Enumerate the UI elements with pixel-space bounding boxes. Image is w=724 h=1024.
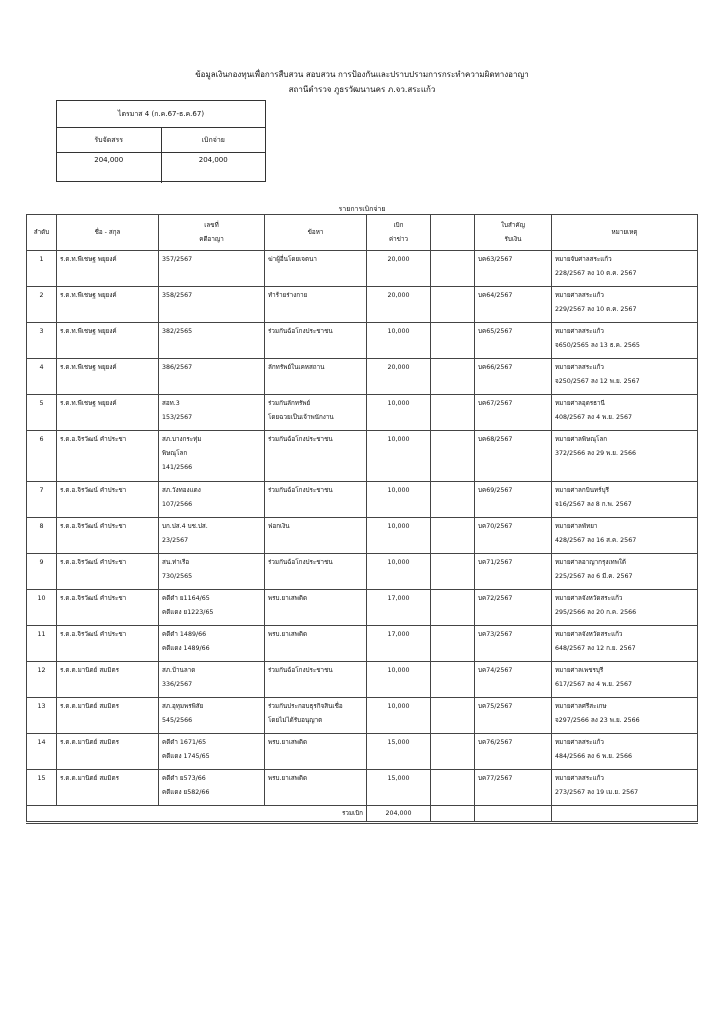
document-subtitle: สถานีตำรวจ ภูธรวัฒนานคร ภ.จว.สระแก้ว: [288, 85, 436, 94]
table-row: [27, 662, 698, 698]
row-name: ร.ต.อ.จิรวัฒน์ คำประชา: [57, 626, 159, 662]
row-no: 15: [27, 770, 57, 806]
header-name: ชื่อ - สกุล: [57, 215, 159, 251]
table-row: [27, 734, 698, 770]
row-name: ร.ต.ต.มานิตย์ สมมิตร: [57, 734, 159, 770]
row-no: 5: [27, 395, 57, 431]
total-row: [27, 806, 698, 823]
table-row: [27, 482, 698, 518]
row-amount: 10,000: [367, 662, 431, 698]
table-row: [27, 395, 698, 431]
table-row: [27, 626, 698, 662]
table-row: [27, 590, 698, 626]
row-receipt: บค64/2567: [475, 287, 552, 323]
disbursed-header: เบิกจ่าย: [161, 128, 266, 152]
row-receipt: บค63/2567: [475, 251, 552, 287]
row-receipt: บค66/2567: [475, 359, 552, 395]
row-remark: หมายศาลสระแก้ว จ650/2565 ลง 13 ธ.ค. 2565: [552, 323, 698, 359]
row-blank: [431, 698, 475, 734]
table-row: [27, 359, 698, 395]
row-amount: 17,000: [367, 626, 431, 662]
row-remark: หมายศาลสระแก้ว 229/2567 ลง 10 ต.ค. 2567: [552, 287, 698, 323]
row-case-number: คดีดำ 1489/66 คดีแดง 1489/66: [159, 626, 265, 662]
total-value: 204,000: [367, 806, 431, 823]
row-no: 8: [27, 518, 57, 554]
row-remark: หมายศาลอาญากรุงเทพใต้ 225/2567 ลง 6 มี.ค. 2567: [552, 554, 698, 590]
table-row: [27, 554, 698, 590]
row-amount: 15,000: [367, 734, 431, 770]
row-blank: [431, 770, 475, 806]
row-amount: 10,000: [367, 518, 431, 554]
table-row: [27, 770, 698, 806]
table-row: [27, 698, 698, 734]
row-remark: หมายศาลกบินทร์บุรี จ16/2567 ลง 8 ก.พ. 2567: [552, 482, 698, 518]
total-label: รวมเบิก: [27, 806, 367, 823]
row-receipt: บค77/2567: [475, 770, 552, 806]
row-no: 6: [27, 431, 57, 482]
row-receipt: บค68/2567: [475, 431, 552, 482]
row-charge: ลักทรัพย์ในเคหสถาน: [265, 359, 367, 395]
row-amount: 10,000: [367, 395, 431, 431]
row-case-number: 382/2565: [159, 323, 265, 359]
row-no: 3: [27, 323, 57, 359]
row-no: 7: [27, 482, 57, 518]
row-case-number: คดีดำ ย1164/65 คดีแดง ย1223/65: [159, 590, 265, 626]
row-name: ร.ต.ต.มานิตย์ สมมิตร: [57, 770, 159, 806]
disbursement-table: [26, 214, 698, 824]
row-charge: พรบ.ยาเสพติด: [265, 590, 367, 626]
row-name: ร.ต.ต.มานิตย์ สมมิตร: [57, 698, 159, 734]
row-blank: [431, 518, 475, 554]
header-remark: หมายเหตุ: [552, 215, 698, 251]
header-fee: เบิก ค่าข่าว: [367, 215, 431, 251]
row-no: 12: [27, 662, 57, 698]
row-amount: 15,000: [367, 770, 431, 806]
row-case-number: 386/2567: [159, 359, 265, 395]
row-amount: 10,000: [367, 698, 431, 734]
row-blank: [431, 626, 475, 662]
row-charge: ฆ่าผู้อื่นโดยเจตนา: [265, 251, 367, 287]
row-charge: พรบ.ยาเสพติด: [265, 734, 367, 770]
row-amount: 17,000: [367, 590, 431, 626]
header-case: เลขที่ คดีอาญา: [159, 215, 265, 251]
row-receipt: บค70/2567: [475, 518, 552, 554]
row-remark: หมายศาลศรีสะเกษ จ297/2566 ลง 23 พ.ย. 2566: [552, 698, 698, 734]
row-blank: [431, 734, 475, 770]
row-blank: [431, 251, 475, 287]
row-charge: ร่วมกันฉ้อโกงประชาชน: [265, 482, 367, 518]
row-case-number: คดีดำ 1671/65 คดีแดง 1745/65: [159, 734, 265, 770]
row-remark: หมายศาลเพชรบุรี 617/2567 ลง 4 พ.ย. 2567: [552, 662, 698, 698]
received-value: 204,000: [94, 156, 124, 164]
row-receipt: บค76/2567: [475, 734, 552, 770]
row-charge: พรบ.ยาเสพติด: [265, 626, 367, 662]
row-amount: 10,000: [367, 323, 431, 359]
row-no: 1: [27, 251, 57, 287]
row-remark: หมายศาลพิษณุโลก 372/2566 ลง 29 พ.ย. 2566: [552, 431, 698, 482]
row-remark: หมายศาลอุดรธานี 408/2567 ลง 4 พ.ย. 2567: [552, 395, 698, 431]
quarter-summary-box: [56, 100, 266, 182]
row-case-number: 357/2567: [159, 251, 265, 287]
row-name: ร.ต.ท.พีเชษฐ พยุยงค์: [57, 395, 159, 431]
table-row: [27, 518, 698, 554]
row-blank: [431, 662, 475, 698]
row-name: ร.ต.ท.พีเชษฐ พยุยงค์: [57, 287, 159, 323]
table-row: [27, 323, 698, 359]
row-no: 13: [27, 698, 57, 734]
row-receipt: บค69/2567: [475, 482, 552, 518]
table-row: [27, 251, 698, 287]
row-blank: [431, 323, 475, 359]
document-title: ข้อมูลเงินกองทุนเพื่อการสืบสวน สอบสวน การป้องกันและปราบปรามการกระทำความผิดทางอาญา: [195, 70, 529, 79]
disbursed-value: 204,000: [161, 153, 266, 183]
table-row: [27, 287, 698, 323]
received-header: รับจัดสรร: [94, 136, 124, 144]
header-charge: ข้อหา: [265, 215, 367, 251]
header-receipt: ใบสำคัญ รับเงิน: [475, 215, 552, 251]
row-case-number: บก.ปส.4 บช.ปส. 23/2567: [159, 518, 265, 554]
table-row: [27, 431, 698, 482]
row-remark: หมายศาลสระแก้ว จ250/2567 ลง 12 พ.ย. 2567: [552, 359, 698, 395]
row-name: ร.ต.อ.จิรวัฒน์ คำประชา: [57, 518, 159, 554]
row-blank: [431, 287, 475, 323]
row-blank: [431, 431, 475, 482]
row-amount: 10,000: [367, 431, 431, 482]
row-no: 9: [27, 554, 57, 590]
row-remark: หมายจับศาลสระแก้ว 228/2567 ลง 10 ต.ค. 2567: [552, 251, 698, 287]
row-no: 11: [27, 626, 57, 662]
row-no: 4: [27, 359, 57, 395]
row-no: 2: [27, 287, 57, 323]
row-blank: [431, 359, 475, 395]
row-blank: [431, 395, 475, 431]
row-name: ร.ต.อ.จิรวัฒน์ คำประชา: [57, 554, 159, 590]
row-name: ร.ต.อ.จิรวัฒน์ คำประชา: [57, 590, 159, 626]
row-remark: หมายศาลสระแก้ว 484/2566 ลง 6 พ.ย. 2566: [552, 734, 698, 770]
row-receipt: บค74/2567: [475, 662, 552, 698]
row-blank: [431, 554, 475, 590]
row-receipt: บค67/2567: [475, 395, 552, 431]
row-name: ร.ต.ท.พีเชษฐ พยุยงค์: [57, 251, 159, 287]
row-receipt: บค65/2567: [475, 323, 552, 359]
row-charge: ร่วมกันประกอบธุรกิจสินเชื่อ โดยไม่ได้รับอนุญาต: [265, 698, 367, 734]
row-no: 10: [27, 590, 57, 626]
table-header-row: [27, 215, 698, 251]
row-charge: ร่วมกันลักทรัพย์ โดยฉวยเป็นเจ้าพนักงาน: [265, 395, 367, 431]
row-remark: หมายศาลสระแก้ว 273/2567 ลง 19 เม.ย. 2567: [552, 770, 698, 806]
row-case-number: สน.ท่าเรือ 730/2565: [159, 554, 265, 590]
row-amount: 20,000: [367, 287, 431, 323]
row-name: ร.ต.ต.มานิตย์ สมมิตร: [57, 662, 159, 698]
row-charge: ร่วมกันฉ้อโกงประชาชน: [265, 323, 367, 359]
row-charge: พรบ.ยาเสพติด: [265, 770, 367, 806]
row-amount: 20,000: [367, 359, 431, 395]
row-case-number: 358/2567: [159, 287, 265, 323]
row-receipt: บค71/2567: [475, 554, 552, 590]
row-name: ร.ต.ท.พีเชษฐ พยุยงค์: [57, 359, 159, 395]
row-charge: ฟอกเงิน: [265, 518, 367, 554]
row-remark: หมายศาลจังหวัดสระแก้ว 295/2566 ลง 20 ก.ค. 2566: [552, 590, 698, 626]
row-amount: 20,000: [367, 251, 431, 287]
quarter-label: ไตรมาส 4 (ก.ค.67-ธ.ค.67): [57, 101, 265, 128]
row-case-number: สภ.บ้านลาด 336/2567: [159, 662, 265, 698]
row-remark: หมายศาลจังหวัดสระแก้ว 648/2567 ลง 12 ก.ย. 2567: [552, 626, 698, 662]
row-name: ร.ต.ท.พีเชษฐ พยุยงค์: [57, 323, 159, 359]
row-receipt: บค73/2567: [475, 626, 552, 662]
row-name: ร.ต.อ.จิรวัฒน์ คำประชา: [57, 431, 159, 482]
row-blank: [431, 482, 475, 518]
row-case-number: สภ.วังทองแดง 107/2566: [159, 482, 265, 518]
row-charge: ร่วมกันฉ้อโกงประชาชน: [265, 554, 367, 590]
row-case-number: สอท.3 153/2567: [159, 395, 265, 431]
row-name: ร.ต.อ.จิรวัฒน์ คำประชา: [57, 482, 159, 518]
row-receipt: บค75/2567: [475, 698, 552, 734]
row-charge: ร่วมกันฉ้อโกงประชาชน: [265, 662, 367, 698]
row-amount: 10,000: [367, 554, 431, 590]
row-blank: [431, 590, 475, 626]
row-case-number: สภ.อุทุมพรพิสัย 545/2566: [159, 698, 265, 734]
row-case-number: คดีดำ ย573/66 คดีแดง ย582/66: [159, 770, 265, 806]
row-receipt: บค72/2567: [475, 590, 552, 626]
header-blank: [431, 215, 475, 251]
row-remark: หมายศาลพัทยา 428/2567 ลง 16 ส.ค. 2567: [552, 518, 698, 554]
header-no: ลำดับ: [27, 215, 57, 251]
row-charge: ทำร้ายร่างกาย: [265, 287, 367, 323]
row-case-number: สภ.บางกระทุ่ม พิษณุโลก 141/2566: [159, 431, 265, 482]
row-amount: 10,000: [367, 482, 431, 518]
row-charge: ร่วมกันฉ้อโกงประชาชน: [265, 431, 367, 482]
section-title: รายการเบิกจ่าย: [338, 205, 386, 213]
row-no: 14: [27, 734, 57, 770]
